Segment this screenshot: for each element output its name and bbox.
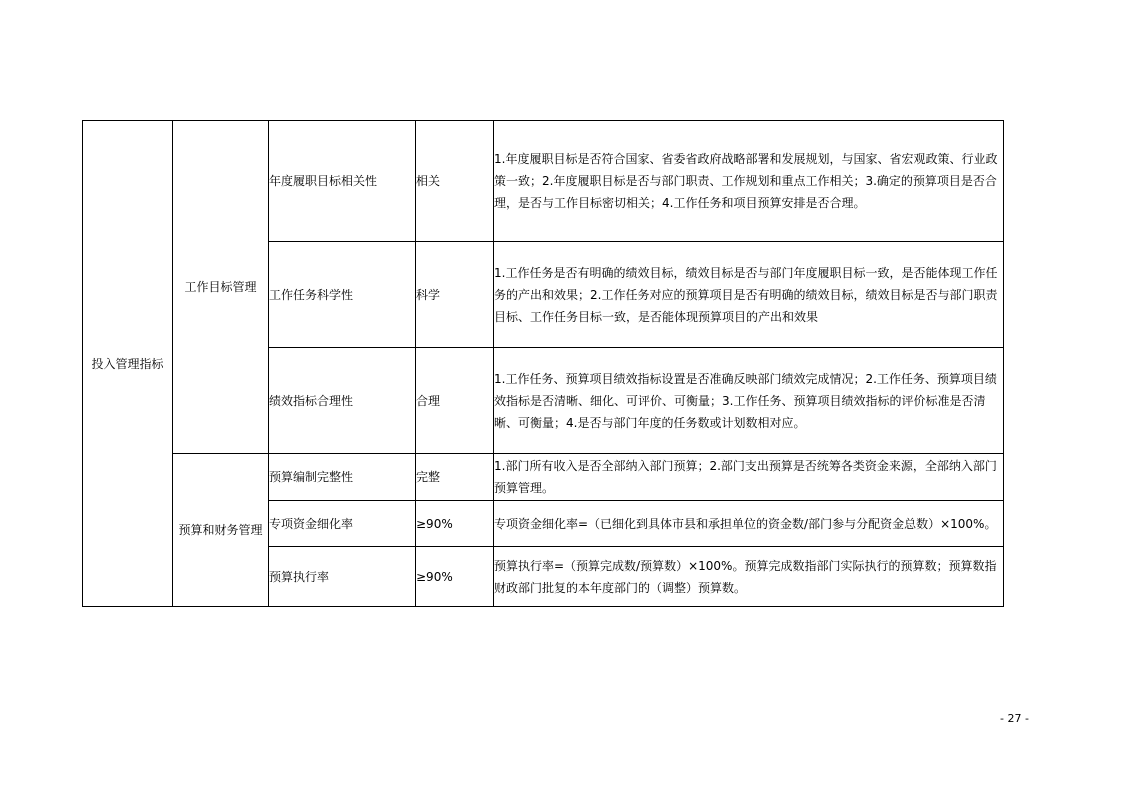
table-row [83,121,1004,242]
indicator-description: 专项资金细化率=（已细化到具体市县和承担单位的资金数/部门参与分配资金总数）×100%。 [494,501,1004,547]
table-row [83,454,1004,501]
indicator-standard: 相关 [416,121,494,242]
level2-category: 工作目标管理 [173,121,269,454]
indicator-description: 预算执行率=（预算完成数/预算数）×100%。预算完成数指部门实际执行的预算数；预算数指财政部门批复的本年度部门的（调整）预算数。 [494,547,1004,607]
level1-category: 投入管理指标 [83,121,173,607]
indicator-name: 预算执行率 [269,547,416,607]
indicator-table [82,120,1004,607]
indicator-name: 年度履职目标相关性 [269,121,416,242]
indicator-description: 1.部门所有收入是否全部纳入部门预算；2.部门支出预算是否统筹各类资金来源，全部纳入部门预算管理。 [494,454,1004,501]
indicator-standard: 科学 [416,242,494,348]
page-number: - 27 - [1000,712,1029,725]
indicator-name: 专项资金细化率 [269,501,416,547]
indicator-standard: ≥90% [416,501,494,547]
indicator-standard: 完整 [416,454,494,501]
indicator-name: 预算编制完整性 [269,454,416,501]
indicator-name: 绩效指标合理性 [269,348,416,454]
indicator-name: 工作任务科学性 [269,242,416,348]
level2-category: 预算和财务管理 [173,454,269,607]
indicator-description: 1.年度履职目标是否符合国家、省委省政府战略部署和发展规划，与国家、省宏观政策、行业政策一致；2.年度履职目标是否与部门职责、工作规划和重点工作相关；3.确定的预算项目是否合理，是否与工作目标密切相关；4.工作任务和项目预算安排是否合理。 [494,121,1004,242]
indicator-description: 1.工作任务、预算项目绩效指标设置是否准确反映部门绩效完成情况；2.工作任务、预算项目绩效指标是否清晰、细化、可评价、可衡量；3.工作任务、预算项目绩效指标的评价标准是否清晰、可衡量；4.是否与部门年度的任务数或计划数相对应。 [494,348,1004,454]
indicator-standard: ≥90% [416,547,494,607]
indicator-description: 1.工作任务是否有明确的绩效目标，绩效目标是否与部门年度履职目标一致，是否能体现工作任务的产出和效果；2.工作任务对应的预算项目是否有明确的绩效目标，绩效目标是否与部门职责目标、工作任务目标一致，是否能体现预算项目的产出和效果 [494,242,1004,348]
indicator-standard: 合理 [416,348,494,454]
